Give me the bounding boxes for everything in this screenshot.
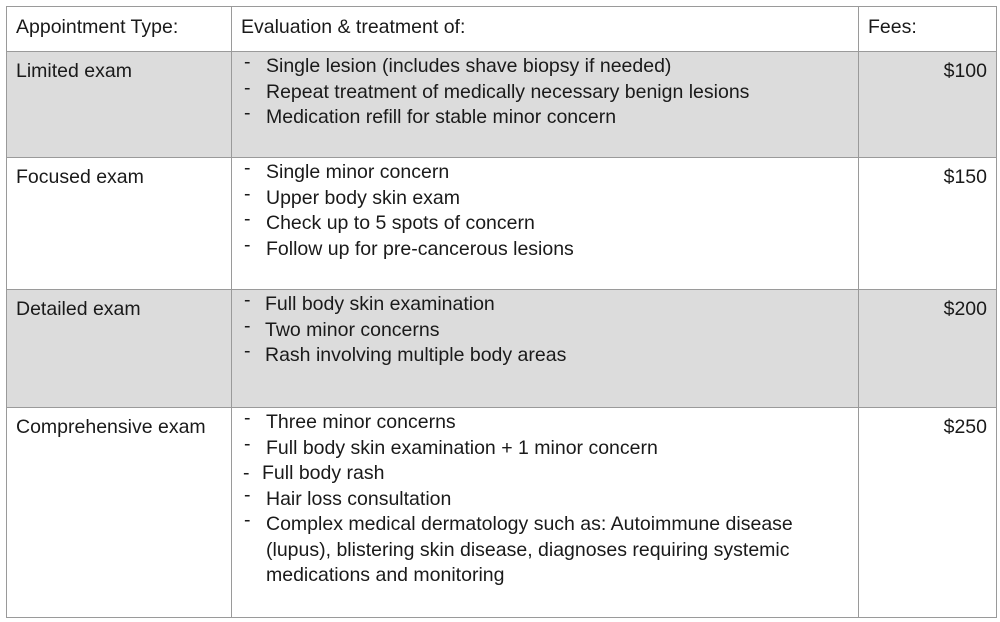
list-item: - Repeat treatment of medically necessary benign lesions	[244, 76, 750, 103]
list-item: - Full body skin examination + 1 minor concern	[244, 432, 658, 459]
header-appointment-type: Appointment Type:	[7, 7, 232, 52]
dash-bullet: -	[244, 208, 251, 230]
dash-bullet: -	[243, 462, 250, 484]
dash-bullet: -	[244, 407, 251, 429]
fees-table	[6, 6, 997, 618]
fee-cell: $200	[859, 290, 997, 408]
table-row-comprehensive	[7, 408, 997, 618]
dash-bullet: -	[244, 314, 251, 337]
dash-bullet: -	[244, 509, 251, 531]
header-row	[7, 7, 997, 52]
list-item: - Rash involving multiple body areas	[244, 340, 567, 366]
list-item: - Hair loss consultation	[244, 483, 452, 510]
dash-bullet: -	[244, 102, 251, 124]
list-item: - Full body rash	[232, 461, 858, 487]
table-row-limited	[7, 52, 997, 158]
table-row-focused	[7, 158, 997, 290]
appointment-type-cell: Limited exam	[7, 52, 232, 158]
evaluation-cell	[232, 408, 859, 618]
list-item: - Full body skin examination	[244, 289, 495, 315]
list-item: - Single lesion (includes shave biopsy if needed)	[244, 51, 672, 77]
fee-cell: $100	[859, 52, 997, 158]
fee-cell: $150	[859, 158, 997, 290]
list-item: - Two minor concerns	[244, 314, 440, 341]
evaluation-cell	[232, 158, 859, 290]
dash-bullet: -	[244, 289, 251, 311]
list-item: - Three minor concerns	[244, 407, 456, 433]
dash-bullet: -	[244, 157, 251, 179]
evaluation-cell	[232, 52, 859, 158]
header-evaluation: Evaluation & treatment of:	[232, 7, 859, 52]
dash-bullet: -	[244, 182, 251, 205]
dash-bullet: -	[244, 432, 251, 455]
appointment-type-cell: Detailed exam	[7, 290, 232, 408]
table-row-detailed	[7, 290, 997, 408]
header-fees: Fees:	[859, 7, 997, 52]
appointment-type-cell: Comprehensive exam	[7, 408, 232, 618]
dash-bullet: -	[244, 233, 251, 256]
list-item: - Check up to 5 spots of concern	[244, 208, 535, 234]
dash-bullet: -	[244, 76, 251, 99]
list-item: - Follow up for pre-cancerous lesions	[244, 233, 574, 260]
evaluation-cell	[232, 290, 859, 408]
list-item: - Complex medical dermatology such as: Autoimmune disease (lupus), blistering skin disease, diagnoses requiring systemic medications and monitoring	[244, 509, 793, 586]
dash-bullet: -	[244, 51, 251, 73]
appointment-type-cell: Focused exam	[7, 158, 232, 290]
dash-bullet: -	[244, 340, 251, 362]
list-item: - Upper body skin exam	[244, 182, 461, 209]
list-item: - Medication refill for stable minor concern	[244, 102, 617, 128]
dash-bullet: -	[244, 483, 251, 506]
list-item: - Single minor concern	[244, 157, 450, 183]
fee-cell: $250	[859, 408, 997, 618]
